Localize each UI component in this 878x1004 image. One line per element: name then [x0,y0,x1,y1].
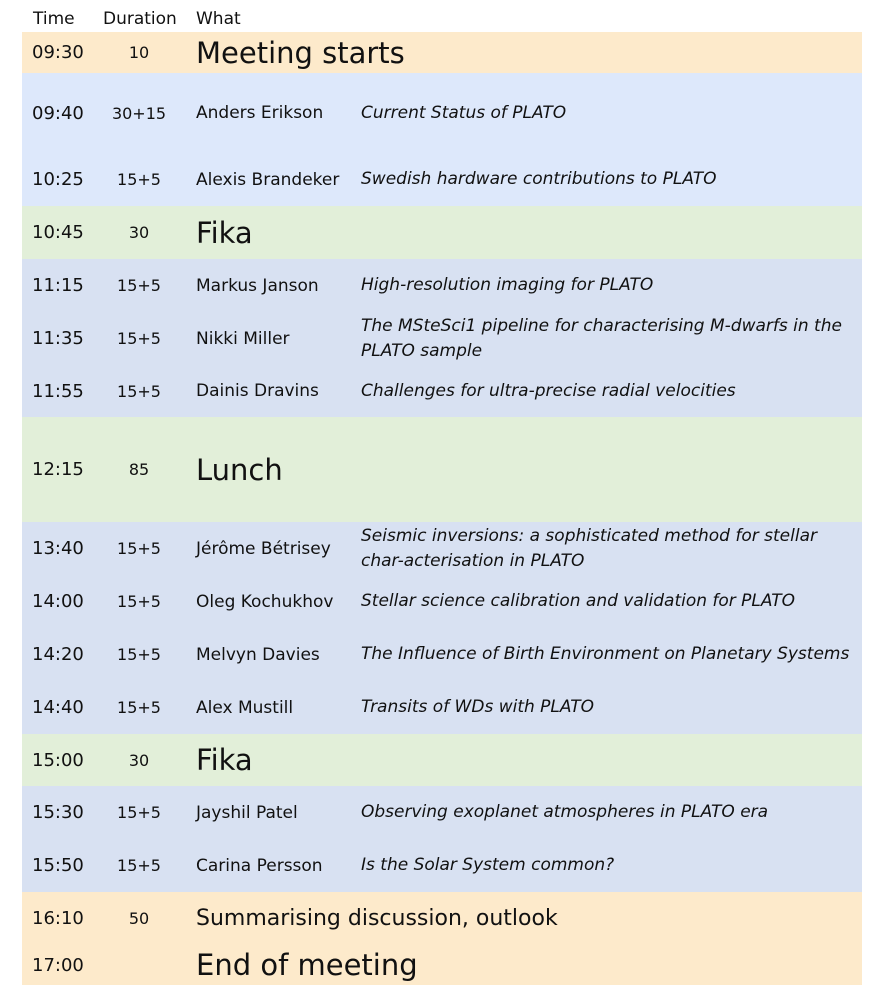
row-duration: 15+5 [117,592,161,611]
row-time: 11:15 [32,275,84,296]
row-duration [99,945,179,985]
row-event: Summarising discussion, outlook [196,906,558,931]
row-title: Challenges for ultra-precise radial velocities [361,380,736,401]
row-duration: 50 [128,909,150,928]
row-speaker: Markus Janson [196,275,319,296]
header-time: Time [33,9,75,29]
row-title: The MSteSci1 pipeline for characterising M-dwarfs in the PLATO sample [361,315,842,361]
row-duration: 15+5 [117,698,161,717]
row-speaker: Nikki Miller [196,328,290,349]
row-duration: 30 [128,223,150,242]
row-time: 10:25 [32,169,84,190]
row-duration: 15+5 [117,329,161,348]
row-title: Swedish hardware contributions to PLATO [361,169,717,189]
row-title: Observing exoplanet atmospheres in PLATO era [361,802,769,822]
agenda-row-talk [22,73,862,153]
row-speaker: Jayshil Patel [196,802,298,823]
row-time: 15:00 [32,749,84,771]
row-speaker: Oleg Kochukhov [196,591,334,612]
agenda-row-break [22,417,862,522]
agenda-row-talk [22,259,862,312]
row-speaker: Alexis Brandeker [196,169,340,190]
row-duration: 15+5 [117,276,161,295]
row-title: Seismic inversions: a sophisticated method for stellar char-acterisation in PLATO [361,525,817,571]
agenda-row-talk [22,575,862,628]
row-speaker: Anders Erikson [196,103,324,123]
header-what: What [196,9,241,29]
row-event: Fika [196,215,253,250]
row-time: 09:40 [32,102,84,124]
row-duration: 30 [128,750,150,770]
row-duration: 15+5 [117,381,161,401]
row-time: 14:00 [32,591,84,612]
row-title: Transits of WDs with PLATO [361,697,595,717]
agenda-row-break [22,32,862,73]
row-event: Fika [196,743,253,777]
row-time: 13:40 [32,538,84,559]
agenda-row-talk [22,312,862,365]
row-title: Stellar science calibration and validation for PLATO [361,591,796,611]
row-duration: 85 [128,460,150,479]
row-duration: 15+5 [117,539,161,558]
row-time: 15:30 [32,802,84,823]
row-event: End of meeting [196,948,418,982]
row-title: Is the Solar System common? [361,855,615,875]
agenda-row-break [22,734,862,786]
row-time: 14:40 [32,697,84,718]
row-duration: 15+5 [117,645,161,664]
row-duration: 15+5 [117,170,161,189]
agenda-row-talk [22,365,862,417]
agenda-row-break [22,945,862,985]
row-time: 12:15 [32,459,84,480]
row-speaker: Dainis Dravins [196,381,319,401]
agenda-row-talk [22,839,862,892]
row-event: Meeting starts [196,35,405,70]
row-speaker: Jérôme Bétrisey [196,538,331,559]
row-duration: 10 [128,43,150,62]
row-time: 17:00 [32,954,84,976]
row-speaker: Alex Mustill [196,697,294,718]
row-time: 11:55 [32,380,84,402]
row-speaker: Carina Persson [196,855,323,876]
row-duration: 30+15 [111,103,167,123]
agenda-row-talk [22,522,862,575]
row-time: 11:35 [32,328,84,349]
row-duration: 15+5 [117,856,161,875]
row-time: 16:10 [32,908,84,929]
agenda-row-talk [22,681,862,734]
agenda-row-break [22,892,862,945]
row-time: 14:20 [32,644,84,665]
row-speaker: Melvyn Davies [196,644,320,665]
agenda-row-talk [22,153,862,206]
row-title: Current Status of PLATO [361,102,567,123]
row-time: 09:30 [32,42,84,63]
agenda-row-talk [22,786,862,839]
agenda-row-talk [22,628,862,681]
row-event: Lunch [196,452,283,487]
row-time: 15:50 [32,855,84,876]
agenda-row-break [22,206,862,259]
header-duration: Duration [103,9,177,29]
row-title: High-resolution imaging for PLATO [361,275,654,295]
row-time: 10:45 [32,222,84,243]
row-title: The Influence of Birth Environment on Planetary Systems [361,644,850,664]
row-duration: 15+5 [117,803,161,822]
